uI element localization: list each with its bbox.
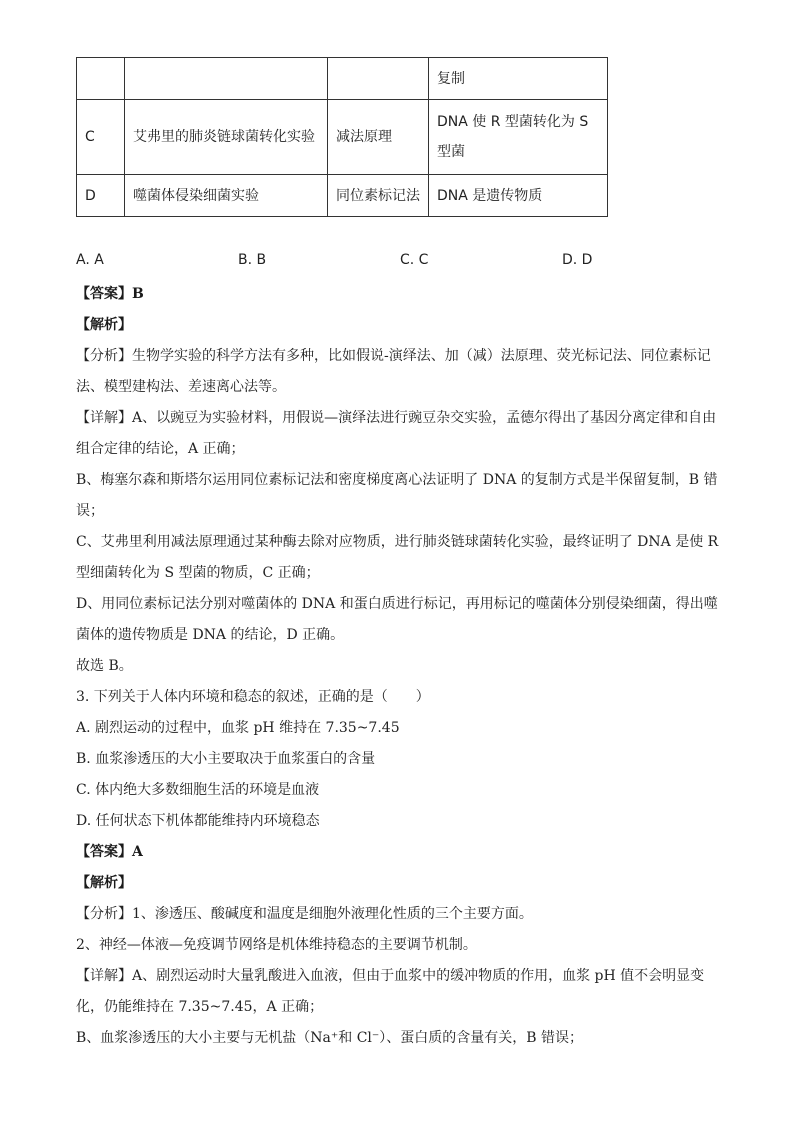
- table-cell: 复制: [429, 58, 608, 100]
- table-cell: C: [77, 100, 125, 175]
- q2-analysis-line: C、艾弗里利用减法原理通过某种酶去除对应物质，进行肺炎链球菌转化实验，最终证明了 DNA 是使 R: [76, 534, 719, 550]
- option-d: D. D: [562, 252, 593, 268]
- q2-analysis-line: 故选 B。: [76, 658, 133, 674]
- table-row: [77, 58, 608, 100]
- table-cell: 减法原理: [328, 100, 429, 175]
- table-cell: 同位素标记法: [328, 175, 429, 217]
- table-cell: [125, 58, 328, 100]
- q2-options: [76, 252, 716, 272]
- q3-stem: 3. 下列关于人体内环境和稳态的叙述，正确的是（ ）: [76, 689, 430, 705]
- table-cell: D: [77, 175, 125, 217]
- option-b: B. B: [238, 252, 267, 268]
- q3-analysis-line: B、血浆渗透压的大小主要与无机盐（Na⁺和 Cl⁻）、蛋白质的含量有关，B 错误；: [76, 1030, 584, 1046]
- q3-option-c: C. 体内绝大多数细胞生活的环境是血液: [76, 782, 320, 798]
- table-row: [77, 175, 608, 217]
- table-cell: DNA 是遗传物质: [429, 175, 608, 217]
- table-cell: DNA 使 R 型菌转化为 S 型菌: [429, 100, 608, 175]
- q3-analysis-line: 【详解】A、剧烈运动时大量乳酸进入血液，但由于血浆中的缓冲物质的作用，血浆 pH 值不会明显变: [76, 968, 705, 984]
- q3-analysis-line: 化，仍能维持在 7.35~7.45，A 正确；: [76, 999, 324, 1015]
- q2-analysis-line: 【分析】生物学实验的科学方法有多种，比如假说-演绎法、加（减）法原理、荧光标记法、同位素标记: [76, 348, 711, 364]
- q2-answer: 【答案】B: [76, 286, 144, 302]
- q3-option-b: B. 血浆渗透压的大小主要取决于血浆蛋白的含量: [76, 751, 376, 767]
- q2-analysis-line: 菌体的遗传物质是 DNA 的结论，D 正确。: [76, 627, 345, 643]
- q2-analysis-label: 【解析】: [76, 317, 132, 333]
- q3-analysis-line: 2、神经—体液—免疫调节网络是机体维持稳态的主要调节机制。: [76, 937, 477, 953]
- table-cell: 噬菌体侵染细菌实验: [125, 175, 328, 217]
- table-cell: 艾弗里的肺炎链球菌转化实验: [125, 100, 328, 175]
- q3-analysis-label: 【解析】: [76, 875, 132, 891]
- option-a: A. A: [76, 252, 104, 268]
- q2-analysis-line: D、用同位素标记法分别对噬菌体的 DNA 和蛋白质进行标记，再用标记的噬菌体分别侵染细菌，得出噬: [76, 596, 718, 612]
- q3-option-d: D. 任何状态下机体都能维持内环境稳态: [76, 813, 320, 829]
- q2-analysis-line: 组合定律的结论，A 正确；: [76, 441, 245, 457]
- table-row: [77, 100, 608, 175]
- experiment-table: [76, 57, 608, 217]
- q2-analysis-line: 【详解】A、以豌豆为实验材料，用假说—演绎法进行豌豆杂交实验，孟德尔得出了基因分离定律和自由: [76, 410, 717, 426]
- q2-analysis-line: 误；: [76, 503, 104, 519]
- q2-analysis-line: B、梅塞尔森和斯塔尔运用同位素标记法和密度梯度离心法证明了 DNA 的复制方式是半保留复制，B 错: [76, 472, 718, 488]
- q2-analysis-line: 法、模型建构法、差速离心法等。: [76, 379, 286, 395]
- q3-answer: 【答案】A: [76, 844, 143, 860]
- table-cell: [77, 58, 125, 100]
- q2-analysis-line: 型细菌转化为 S 型菌的物质，C 正确；: [76, 565, 320, 581]
- q3-analysis-line: 【分析】1、渗透压、酸碱度和温度是细胞外液理化性质的三个主要方面。: [76, 906, 533, 922]
- table-cell: [328, 58, 429, 100]
- option-c: C. C: [400, 252, 429, 268]
- q3-option-a: A. 剧烈运动的过程中，血浆 pH 维持在 7.35~7.45: [76, 720, 400, 736]
